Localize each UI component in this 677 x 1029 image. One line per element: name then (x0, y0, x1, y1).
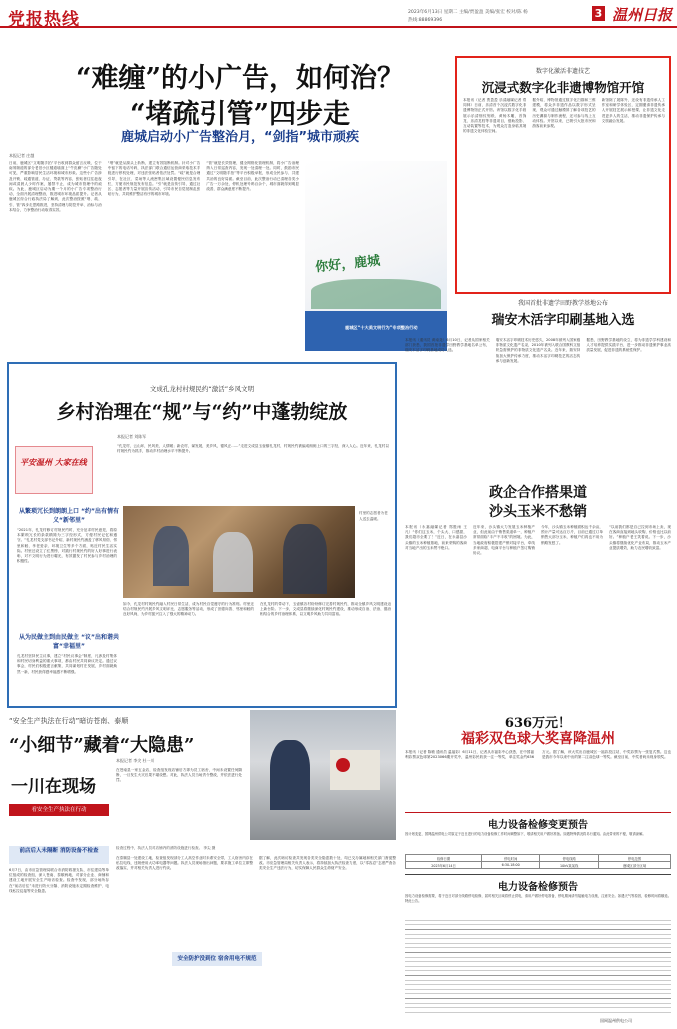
on-site-badge-title: 一川在现场 (11, 777, 96, 797)
village-kicker: 文成孔龙村村规民约“激活”乡风文明 (149, 385, 255, 393)
volunteers-photo (123, 506, 355, 598)
base-title: 瑞安木活字印刷基地入选 (491, 313, 635, 328)
masthead-logo: 温州日报 (612, 6, 673, 24)
notice1-td: 2023年6月14日 (406, 862, 482, 869)
base-body-3: 据悉，田野教学基地的设立，将为非遗学学科建设和人才培养提供实践平台，进一步推动非遗保护事业高质量发展，促进非遗的系统性保护。 (586, 338, 672, 353)
notice2-footer: 国网温州供电公司 (600, 1018, 632, 1023)
top-headline-2: “堵疏引管”四步走 (129, 99, 351, 130)
base-kicker: 我国首批非遗学田野教学基地公布 (517, 300, 608, 307)
corn-body-2: 近年来，沙头镇大力发展玉米种植产业，但此前由于销售渠道单一，种植户常常面临“丰产不丰收”的困境。为此，当地政府积极搭建产销对接平台，牵线多家商超、电商平台与种植户签订购销协议。 (473, 525, 535, 556)
lottery-title-2: 福彩双色球大奖喜降温州 (461, 731, 615, 747)
notice2-title: 电力设备检修预告 (498, 882, 578, 893)
top-col-2: “堵”就是从源头上斩断，建立有效阻断机制。针对小广告中留下的电话号码，执法部门联合通信运营商采取技术手段进行停机处理，对违法张贴者依法处罚。“疏”就是合理引导，在社区、菜场等人流密集区域设置便民信息发布栏，方便市民规范发布信息。“引”就是宣传引导，通过社区、志愿者等力量开展宣传活动，引导市民自觉抵制乱张贴行为，共同维护整洁有序的城市环境。 (107, 161, 201, 197)
on-site-badge (9, 768, 109, 840)
safety-body-4: 据了解，此次暗访检查共发现各类安全隐患数十处，均已交办属地和相关部门督促整改。市应急管理局相关负责人表示，将持续加大执法检查力度，以“零容忍”态度严查各类安全生产违法行为，切实保障人民群众生命财产安全。 (259, 856, 396, 871)
page-number: 3 (592, 6, 605, 21)
village-sub-2: 从为民做主到由民做主 “议”出和谐共富“幸福里” (19, 634, 119, 650)
village-sub-1: 从繁琐冗长到朗朗上口 “约”出有情有义“新邻里” (19, 508, 119, 524)
base-body-2: 瑞安木活字印刷技术历史悠久，2008年被列入国家级非物质文化遗产名录，2010年被列入联合国教科文组织急需保护的非物质文化遗产名录。近年来，瑞安持续加大保护传承力度，推动木活字印刷技艺的活态传承与创新发展。 (495, 338, 581, 363)
on-site-badge-sub: 看安全生产执法在行动 (9, 804, 109, 816)
heritage-kicker: 数字化激活非遗技艺 (535, 68, 590, 75)
village-col-2: 孔龙村坚持民主议事，建立“村民议事会”制度，凡涉及村集体和村民切身利益的重大事项，都由村民共同商议决定。通过议事会，村民们积极建言献策，共同谋划村庄发展，乡村面貌焕然一新，村民获得感幸福感不断增强。 (17, 654, 117, 674)
notice1-body: 因计划变更，国网温州供电公司原定于近日进行的电力设备检修工作时间调整如下，敬请相关用户做好准备。如遇特殊情况将另行通知。由此带来的不便，敬请谅解。 (405, 832, 646, 836)
heritage-body-1: 本报讯（记者 贾盈盈 乐清融媒记者 郑同林）日前，乐清首个沉浸式数字化非遗博物馆正式开馆。该馆以数字化手段展示乐清细纹刻纸、黄杨木雕、首饰龙、乐清龙档等非遗项目，借助投影、互动装置等技术，为观众打造身临其境的非遗文化体验空间。 (463, 98, 527, 134)
inspection-photo (250, 710, 396, 840)
safety-body-3: 在泰顺县一处建设工地，检查组发现部分工人高空作业时未系安全带，工人宿舍内存在私拉电线、违规使用大功率电器等问题。执法人员现场指出问题，要求施工单位立即整改落实，并对相关负责人进行约谈。 (116, 856, 253, 871)
section-name: 党报热线 (8, 10, 80, 30)
safety-body-1: 6月7日，由市应急管理局联合市消防救援支队、市住建局等单位组成的检查组，深入苍南、泰顺两地，对部分企业、商铺和建设工地开展安全生产暗访检查。检查中发现，部分场所存在“前店后住”未进行防火分隔、消防设施未定期检查维护、电线私拉乱接等安全隐患。 (9, 868, 109, 893)
poster-hill-shape (311, 279, 441, 309)
safety-title: “小细节”藏着“大隐患” (9, 735, 195, 756)
top-headline-1: “难缠”的小广告，如何治？ (75, 63, 405, 94)
poster-caption: 鹿城区“十大美文明行为”专项整治行动 (345, 325, 418, 330)
corn-title-1: 政企合作搭果道 (489, 485, 587, 501)
notice1-th: 停电时间 (482, 855, 540, 862)
volunteers-caption: 村里的志愿者为老人送去温暖。 (359, 511, 388, 521)
village-col-1: “2021年，孔龙村修订村规民约时，充分征求村民意见，将原本繁琐冗长的条款精简为三字经形式，方便村民记忆和遵守。”孔龙村党支部书记介绍，新村规民约涵盖了移风易俗、邻里和睦、孝老爱亲、环境卫生等多个方面，贴近村民生活实际。村里还设立了红黑榜，对践行村规民约的好人好事进行表彰，对不文明行为进行曝光，有效激发了村民参与乡村治理的积极性。 (17, 528, 117, 564)
heritage-title: 沉浸式数字化非遗博物馆开馆 (481, 80, 645, 95)
safety-sub-1: 前店后人未隔断 消防设备不检查 (9, 846, 109, 864)
inspection-caption: 检查过程中，执法人员对店铺内的消防设施进行检查。 李尖 摄 (116, 846, 216, 850)
lottery-title-1: 636万元！ (504, 716, 572, 731)
corn-body-1: 本报讯（永嘉融媒记者 郑胜雨 王凡）“你们这玉米，个头大、口感甜，我们超市全要了！”近日，在永嘉县沙头镇的玉米种植基地，前来采购的客商对当地产出的玉米赞不绝口。 (405, 525, 467, 550)
village-col-3: 如今，孔龙村村规民约融入村民日常生活，成为村民自觉遵守的行为准则。村里还结合村规民约开展乡风文明评比、志愿服务等活动，形成了崇德向善、邻里和睦的良好风尚，为乡村振兴注入了强大的精神动力。 (123, 602, 254, 617)
village-intro: “孔龙村，云山环，民风美，人情暖；新农村，谋发展，美乡风，德风正……”走进文成县玉壶镇孔龙村，村规民约被编成朗朗上口的三字经，深入人心。近年来，孔龙村以村规民约为抓手，推动乡村治理水平不断提升。 (117, 444, 389, 454)
top-col-1: 日前，鹿城区“文明随手拍”平台收到群众留言反映，位于南郊街道的部分老旧小区楼道墙面上“牛皮癣”小广告随处可见，严重影响居民生活环境和城市形象。这些小广告涉及开锁、疏通管道、办证、贷款等内容，张贴者往往趁夜间或清晨人少时作案，屡禁不止，成为城市管理中的顽疾。为此，鹿城区启动为期一个月的小广告专项整治行动，全面开展清理整治，推进城市环境品质提升。记者从鹿城区综合行政执法局了解到，此次整治按照“堵、疏、引、管”四步走思路推进，坚持清理与防控并举、治标与治本结合，力争整治行动取得实效。 (9, 161, 102, 212)
notice1-th: 检修日期 (406, 855, 482, 862)
page-header (0, 0, 677, 28)
badge-text: 平安温州 大家在线 (20, 457, 87, 467)
notice1-td: 10kV某某线 (540, 862, 599, 869)
poster-title: 你好，鹿城 (314, 253, 381, 276)
safety-byline: 本报记者 李尖 杜一川 (116, 758, 155, 763)
hotline: 热线:88869396 (408, 18, 443, 23)
safe-wenzhou-badge (15, 446, 93, 494)
heritage-body-3: 新馆除了展陈外，还设有非遗传承人工作室和研学体验区，定期邀请非遗传承人开展技艺展示和授课，让非遗文化走进更多人的生活，推动非遗保护传承与文旅融合发展。 (601, 98, 665, 123)
notice2-table (405, 916, 671, 1016)
safety-body-2: 在苍南县一家五金店，检查组发现店铺后方即为员工宿舍，中间未设置任何隔断，一旦发生火灾后果不堪设想。对此，执法人员当场责令整改，并依法进行处罚。 (116, 768, 242, 783)
notice1-title: 电力设备检修变更预告 (488, 820, 588, 831)
heritage-body-2: 据介绍，博物馆通过数字化扫描和三维建模，将众多非遗作品以数字形式呈现，观众可通过触摸屏了解各项技艺的历史渊源与制作流程，还可参与线上互动体验。开馆以来，已吸引大批市民和游客前来参观。 (532, 98, 596, 129)
village-col-4: 在孔龙村的带动下，玉壶镇各村纷纷修订完善村规民约，推动全镇乡风文明建设迈上新台阶。下一步，文成县将继续深化村规民约建设，推动形成自治、法治、德治相结合的乡村治理体系，以文明乡风助力共同富裕。 (260, 602, 391, 617)
date-line: 2023年6月13日 星期二 主编/贾盈盈 美编/张宏 校对/陈 杨 (408, 10, 528, 15)
village-byline: 本报记者 刘陈军 (117, 434, 147, 439)
top-col-3: “管”就是长效管理，健全网格化管理机制，将小广告治理纳入日常巡查内容，发现一处清理一处。同时，鼓励市民通过“文明随手拍”等平台积极举报，形成全民参与、共建共治的良好局面。截至目前，此次整治行动已清理各类小广告一万余处，停机处理号码百余个，城市面貌得到明显改善，群众满意度不断提升。 (206, 161, 300, 192)
notice1-th: 停电线路 (540, 855, 599, 862)
lottery-body: 本报讯（记者 陈敏 通讯员 温福彩）6月11日，记者从市福彩中心获悉，在中国福利彩票双色球第2023066期开奖中，温州彩民收获一注一等奖，单注奖金约636万元。据了解，该大奖出自鹿城区一福彩投注站，中奖彩票为一张复式票。这也是我市今年以来中出的第二注双色球一等奖。截至目前，中奖者尚未现身领奖。 (405, 750, 671, 760)
base-body-1: 本报讯（通讯员 黄南尧）6月10日，记者从国家相关部门获悉，我国首批非遗学田野教学基地名单公布，瑞安木活字印刷基地成功入选。 (405, 338, 490, 353)
notice1-table (405, 854, 671, 869)
top-subheadline: 鹿城启动小广告整治月，“剑指”城市顽疾 (120, 130, 360, 145)
notice1-td: 6:30-18:00 (482, 862, 540, 869)
corn-body-3: 今年，沙头镇玉米种植面积达千余亩，预计产量可达百万斤，目前已通过订单销售大部分玉米，种植户们再也不用为销路发愁了。 (541, 525, 603, 545)
notice2-body: 因电力设备检修需要，将于近日对部分线路停电检修，届时相关区域将停止供电，请用户做好停电准备，停电期间请勿接触电力设施，注意安全。如遇天气等原因，检修时间将顺延。特此公告。 (405, 894, 671, 903)
corn-title-2: 沙头玉米不愁销 (489, 504, 587, 520)
safety-kicker: “安全生产执法在行动”暗访苍南、泰顺 (9, 717, 129, 725)
notice1-td: 鹿城区部分区域 (599, 862, 671, 869)
safety-sub-2: 安全防护没到位 宿舍用电不规范 (172, 952, 262, 966)
village-box (7, 362, 397, 708)
notice1-th: 停电范围 (599, 855, 671, 862)
civility-poster (305, 161, 447, 351)
top-byline: 本报记者 庄越 (9, 153, 35, 158)
village-title: 乡村治理在“规”与“约”中蓬勃绽放 (56, 401, 348, 423)
corn-body-4: “以前我们都是自己拉到市场上卖，现在客商直接到地头收购，价格也比以前好。”种植户老王笑着说。下一步，沙头镇将继续优化产业布局，推动玉米产业提质增效，助力农民增收致富。 (609, 525, 671, 550)
heritage-box (455, 56, 671, 294)
